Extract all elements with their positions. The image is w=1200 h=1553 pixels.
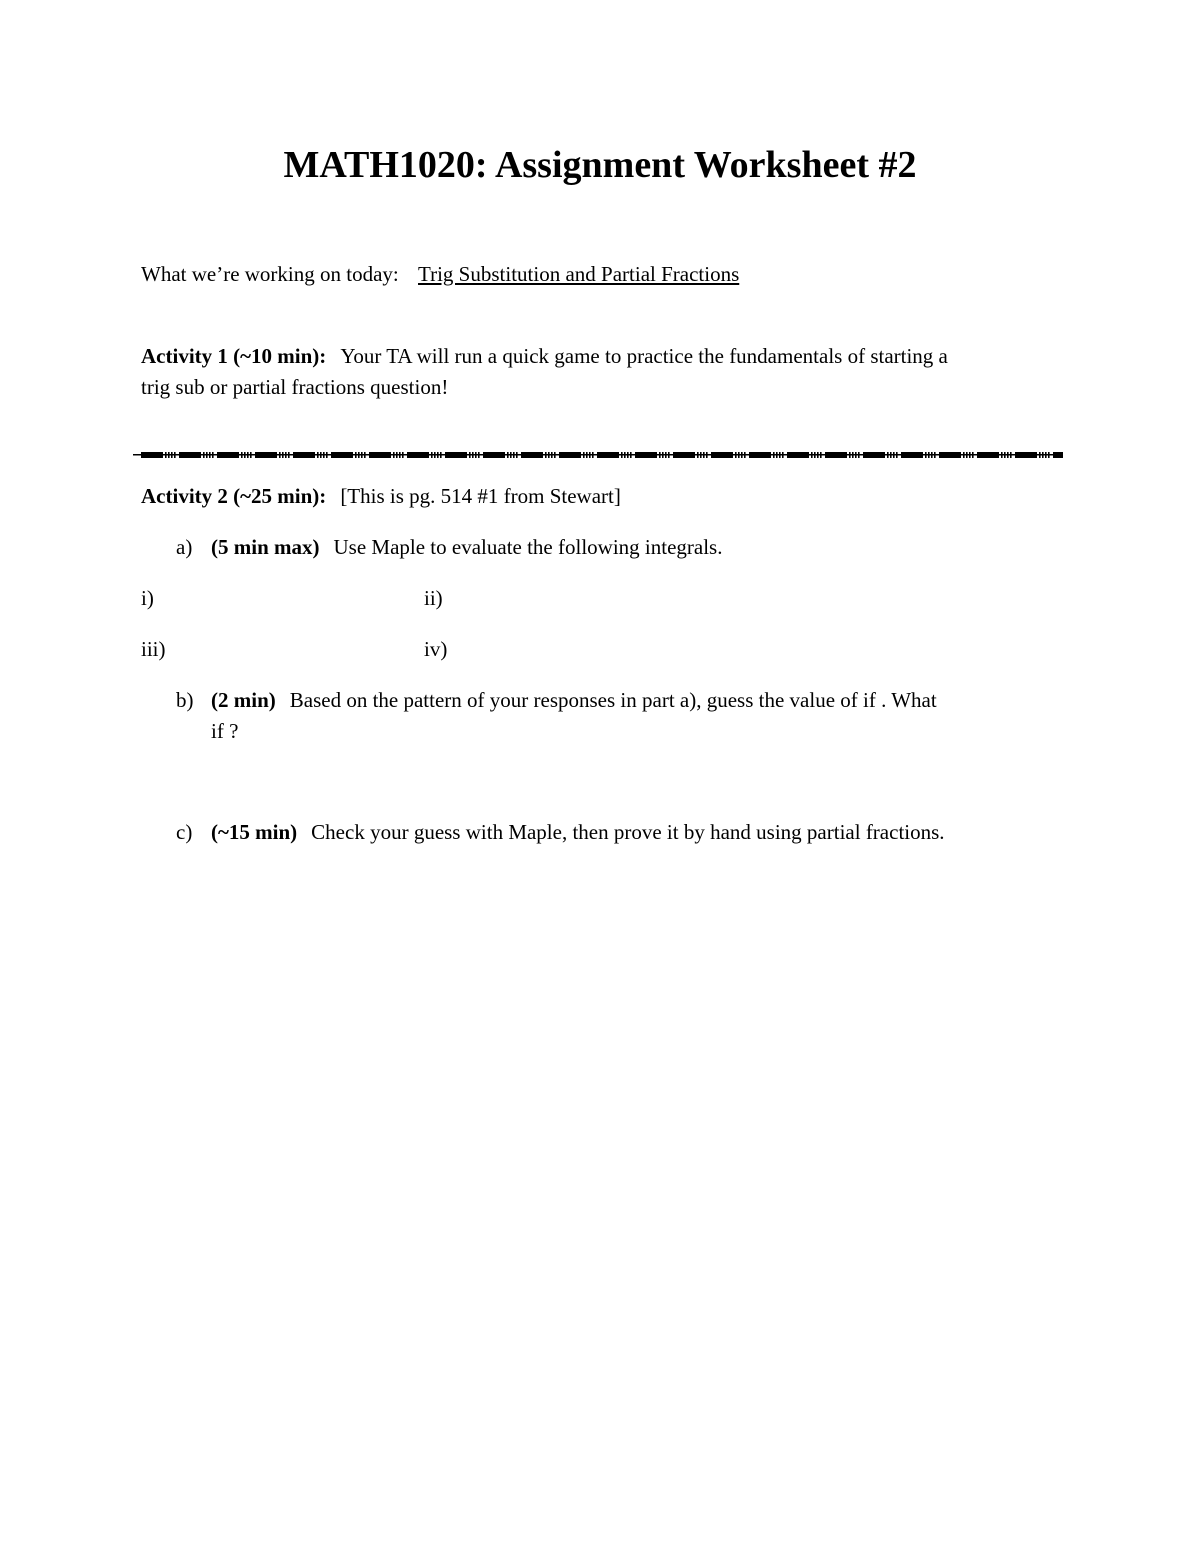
part-b-label: b) (176, 688, 194, 712)
activity2-source: [This is pg. 514 #1 from Stewart] (340, 484, 621, 508)
integral-ii-label: ii) (424, 586, 443, 610)
part-c-time: (~15 min) (211, 820, 298, 844)
part-a-text: Use Maple to evaluate the following integrals. (333, 535, 723, 559)
activity1-line1 (141, 341, 948, 372)
topic-label: What we’re working on today: (141, 262, 399, 286)
part-b-text-line1: Based on the pattern of your responses in part a), guess the value of if . What (289, 688, 937, 712)
activity2-heading-row (141, 481, 621, 512)
page-title: MATH1020: Assignment Worksheet #2 (283, 144, 917, 186)
part-a-label: a) (176, 535, 193, 559)
integral-iii-label: iii) (141, 637, 166, 661)
activity1-text-line1: Your TA will run a quick game to practice the fundamentals of starting a (340, 344, 948, 368)
topic-value: Trig Substitution and Partial Fractions (418, 262, 740, 286)
part-b-time: (2 min) (211, 688, 276, 712)
section-divider (133, 451, 1063, 459)
topic-row (141, 259, 739, 290)
activity2-heading: Activity 2 (~25 min): (141, 484, 327, 508)
integral-i-label: i) (141, 586, 154, 610)
part-a-time: (5 min max) (211, 535, 320, 559)
part-a (176, 532, 722, 563)
part-b-text-line2: if ? (211, 719, 239, 743)
part-b-line1 (176, 685, 937, 716)
activity1-line2: trig sub or partial fractions question! (141, 375, 449, 399)
activity1-heading: Activity 1 (~10 min): (141, 344, 327, 368)
integral-iv-label: iv) (424, 637, 448, 661)
part-c-text: Check your guess with Maple, then prove it by hand using partial fractions. (311, 820, 945, 844)
part-c (176, 817, 945, 848)
part-c-label: c) (176, 820, 193, 844)
